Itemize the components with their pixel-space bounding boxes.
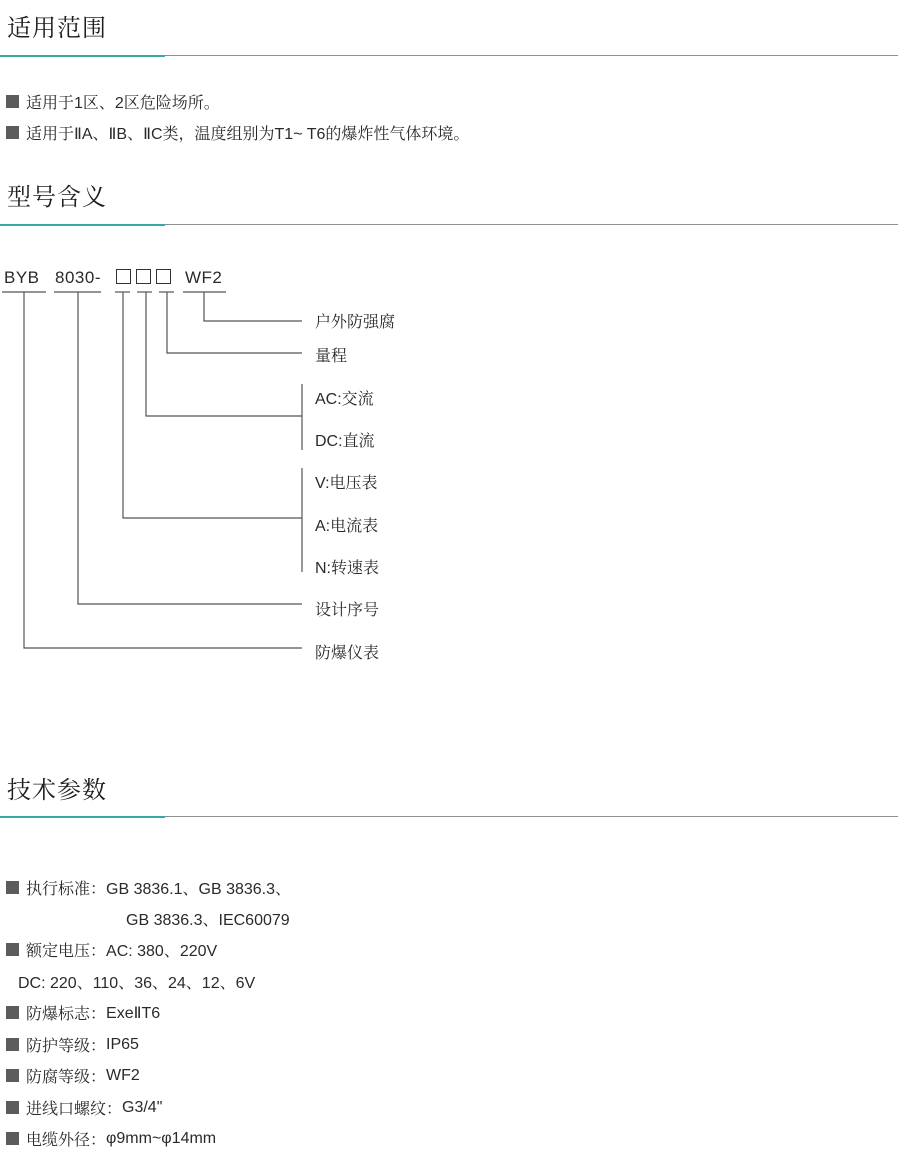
spec-voltage-dc: DC: 220、110、36、24、12、6V — [18, 975, 256, 992]
scope-section-title: 适用范围 — [7, 15, 107, 42]
spec-label: 执行标准： — [26, 881, 107, 898]
spec-protection — [6, 1033, 139, 1056]
spec-standard — [6, 876, 291, 899]
model-section-title: 型号含义 — [7, 184, 107, 211]
spec-standard-continued: GB 3836.3、IEC60079 — [126, 912, 290, 929]
specs-divider-accent — [0, 816, 165, 818]
bullet-square-icon — [6, 943, 19, 956]
spec-thread — [6, 1096, 162, 1119]
spec-value: ExeⅡT6 — [106, 1004, 161, 1022]
spec-anticorrosion — [6, 1064, 140, 1087]
bullet-square-icon — [6, 1038, 19, 1051]
spec-explosion-mark — [6, 1001, 160, 1024]
spec-value: IP65 — [106, 1035, 139, 1053]
bullet-square-icon — [6, 1132, 19, 1145]
specs-section-title: 技术参数 — [7, 777, 107, 804]
bullet-square-icon — [6, 881, 19, 894]
spec-label: 防护等级： — [26, 1038, 107, 1055]
label-tachometer: N:转速表 — [315, 560, 380, 577]
label-voltmeter: V:电压表 — [315, 475, 378, 492]
scope-item-text: 适用于1区、2区危险场所。 — [26, 95, 220, 112]
spec-value: G3/4" — [122, 1098, 163, 1116]
label-dc: DC:直流 — [315, 433, 375, 450]
bullet-square-icon — [6, 1006, 19, 1019]
label-explosion-proof: 防爆仪表 — [315, 645, 380, 662]
spec-label: 额定电压： — [26, 943, 107, 960]
bullet-square-icon — [6, 1069, 19, 1082]
label-range: 量程 — [315, 348, 348, 365]
spec-voltage — [6, 938, 217, 961]
spec-value: WF2 — [106, 1066, 140, 1084]
label-ammeter: A:电流表 — [315, 518, 379, 535]
model-code-suffix: WF2 — [185, 268, 223, 287]
label-outdoor-anticorrosion: 户外防强腐 — [315, 314, 396, 331]
spec-label: 防腐等级： — [26, 1069, 107, 1086]
scope-item-text: 适用于ⅡA、ⅡB、ⅡC类，温度组别为T1~ T6的爆炸性气体环境。 — [26, 126, 470, 143]
spec-cable — [6, 1127, 216, 1150]
spec-value: GB 3836.1、GB 3836.3、 — [106, 881, 292, 898]
spec-label: 进线口螺纹： — [26, 1101, 123, 1118]
spec-label: 防爆标志： — [26, 1006, 107, 1023]
label-design-number: 设计序号 — [315, 602, 380, 619]
label-ac: AC:交流 — [315, 391, 374, 408]
model-code-series: 8030- — [55, 268, 101, 287]
spec-value: φ9mm~φ14mm — [106, 1129, 217, 1147]
spec-value: AC: 380、220V — [106, 943, 218, 960]
model-code-prefix: BYB — [4, 268, 40, 287]
bullet-square-icon — [6, 1101, 19, 1114]
spec-label: 电缆外径： — [26, 1132, 107, 1149]
